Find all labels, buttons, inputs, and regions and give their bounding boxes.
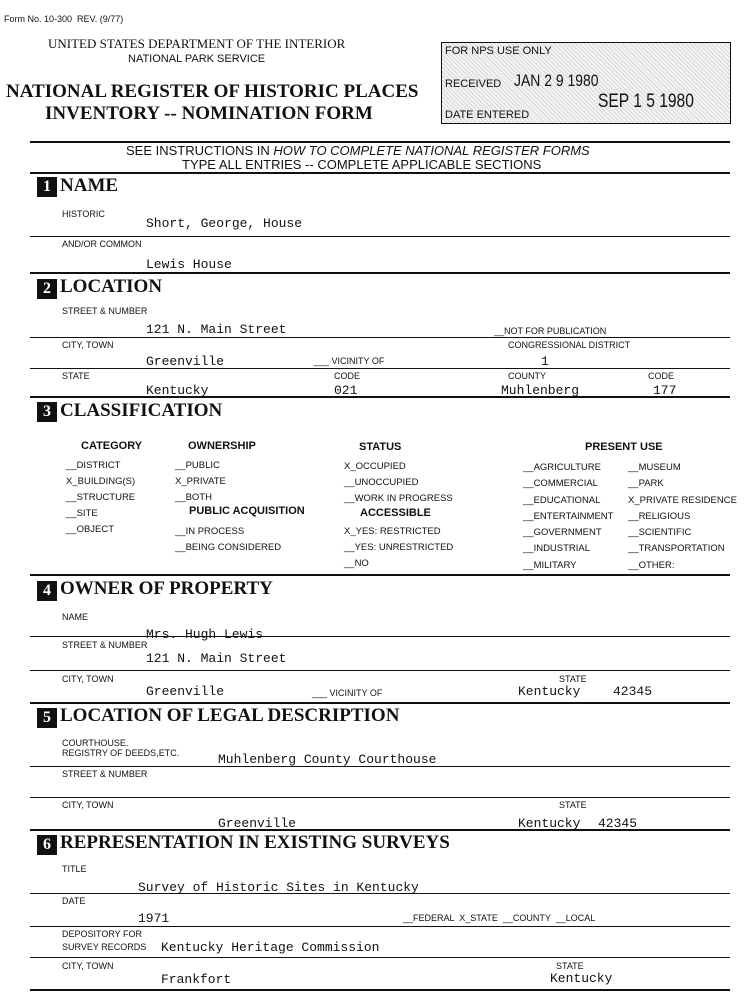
historic-name: Short, George, House — [146, 216, 303, 231]
option-private: X_PRIVATE — [175, 476, 226, 487]
vicinity: ___ VICINITY OF — [314, 356, 385, 366]
rule — [30, 829, 730, 831]
city-label: CITY, TOWN — [62, 340, 114, 350]
accessible-heading: ACCESSIBLE — [360, 507, 431, 519]
instructions-line1: SEE INSTRUCTIONS IN HOW TO COMPLETE NATIONAL REGISTER FORMS — [126, 143, 590, 158]
instructions-line2: TYPE ALL ENTRIES -- COMPLETE APPLICABLE SECTIONS — [182, 157, 542, 172]
owner-city: Greenville — [146, 684, 225, 699]
status-heading: STATUS — [359, 441, 402, 453]
option-public: __PUBLIC — [175, 460, 220, 471]
status-list — [344, 459, 453, 507]
rule — [30, 368, 730, 369]
rule — [30, 337, 730, 338]
code-label: CODE — [334, 371, 361, 381]
section-number: 1 — [37, 177, 57, 197]
state-label: STATE — [62, 371, 90, 381]
section-title: LOCATION OF LEGAL DESCRIPTION — [60, 705, 400, 726]
owner-street-label: STREET & NUMBER — [62, 640, 148, 650]
received-stamp: JAN 2 9 1980 — [514, 71, 599, 90]
street-value: 121 N. Main Street — [146, 322, 287, 337]
form-subtitle: INVENTORY -- NOMINATION FORM — [45, 103, 373, 124]
owner-name: Mrs. Hugh Lewis — [146, 627, 264, 642]
rule — [30, 766, 730, 767]
not-for-publication: __NOT FOR PUBLICATION — [494, 326, 607, 336]
city-value: Greenville — [146, 354, 225, 369]
rule — [30, 702, 730, 704]
option-structure: __STRUCTURE — [66, 492, 136, 503]
legal-street-label: STREET & NUMBER — [62, 769, 148, 779]
public-acquisition-heading: PUBLIC ACQUISITION — [189, 505, 305, 517]
option-commercial: __COMMERCIAL — [523, 478, 598, 490]
survey-title-label: TITLE — [62, 864, 87, 874]
option-in-process: __IN PROCESS — [175, 526, 245, 537]
acquisition-list — [175, 524, 281, 556]
section-title: CLASSIFICATION — [60, 400, 223, 421]
rule — [30, 636, 730, 637]
survey-date-label: DATE — [62, 896, 86, 906]
survey-state-label: STATE — [556, 961, 584, 971]
nps-label: FOR NPS USE ONLY — [445, 45, 552, 57]
option-entertainment: __ENTERTAINMENT — [523, 510, 614, 522]
rule — [30, 172, 730, 174]
legal-zip: 42345 — [598, 816, 638, 831]
common-name: Lewis House — [146, 257, 232, 272]
date-entered-label: DATE ENTERED — [445, 109, 530, 121]
survey-records-label: SURVEY RECORDS — [62, 942, 147, 952]
section-number: 2 — [37, 279, 57, 299]
option-park: __PARK — [628, 478, 664, 490]
received-label: RECEIVED — [445, 78, 502, 90]
service: NATIONAL PARK SERVICE — [128, 53, 266, 65]
survey-levels: __FEDERAL X_STATE __COUNTY __LOCAL — [403, 913, 596, 923]
county-code-value: 177 — [653, 383, 677, 398]
category-list — [66, 458, 135, 538]
section-number: 5 — [37, 708, 57, 728]
option-scientific: __SCIENTIFIC — [628, 527, 692, 539]
rule — [30, 272, 730, 274]
accessible-list — [344, 524, 453, 572]
nps-use-box — [441, 42, 731, 124]
option-other: __OTHER: — [628, 559, 675, 571]
survey-state: Kentucky — [550, 971, 613, 986]
owner-vicinity: ___ VICINITY OF — [312, 688, 383, 698]
congressional-label: CONGRESSIONAL DISTRICT — [508, 340, 631, 350]
registry-label: REGISTRY OF DEEDS,ETC. — [62, 748, 180, 758]
code-value: 021 — [334, 383, 358, 398]
option-occupied: X_OCCUPIED — [344, 461, 406, 472]
present-use-heading: PRESENT USE — [585, 441, 663, 453]
option-yes-restricted: X_YES: RESTRICTED — [344, 526, 441, 537]
rule — [30, 396, 730, 398]
form-number: Form No. 10-300 REV. (9/77) — [4, 14, 124, 24]
owner-city-label: CITY, TOWN — [62, 674, 114, 684]
legal-state: Kentucky — [518, 816, 581, 831]
owner-zip: 42345 — [613, 684, 653, 699]
option-being-considered: __BEING CONSIDERED — [175, 542, 282, 553]
section-number: 6 — [37, 835, 57, 855]
option-government: __GOVERNMENT — [523, 527, 602, 539]
depository-label: DEPOSITORY FOR — [62, 929, 143, 939]
courthouse-label: COURTHOUSE. — [62, 738, 129, 748]
option-military: __MILITARY — [523, 559, 577, 571]
option-educational: __EDUCATIONAL — [523, 494, 601, 506]
legal-city-label: CITY, TOWN — [62, 800, 114, 810]
owner-street: 121 N. Main Street — [146, 651, 287, 666]
owner-state: Kentucky — [518, 684, 581, 699]
present-use-list-1 — [523, 460, 613, 574]
option-no: __NO — [344, 558, 369, 569]
form-title: NATIONAL REGISTER OF HISTORIC PLACES — [6, 81, 419, 102]
option-both: __BOTH — [175, 492, 212, 503]
option-district: __DISTRICT — [66, 460, 121, 471]
option-work-in-progress: __WORK IN PROGRESS — [344, 493, 453, 504]
option-industrial: __INDUSTRIAL — [523, 543, 591, 555]
ownership-list — [175, 458, 226, 506]
state-value: Kentucky — [146, 383, 209, 398]
depository-value: Kentucky Heritage Commission — [161, 940, 380, 955]
county-code-label: CODE — [648, 371, 675, 381]
historic-label: HISTORIC — [62, 209, 105, 219]
ownership-heading: OWNERSHIP — [188, 440, 256, 452]
rule — [30, 236, 730, 237]
owner-state-label: STATE — [559, 674, 587, 684]
rule — [30, 926, 730, 927]
date-entered-stamp: SEP 1 5 1980 — [598, 91, 694, 112]
county-label: COUNTY — [508, 371, 546, 381]
section-title: REPRESENTATION IN EXISTING SURVEYS — [60, 832, 450, 853]
legal-city: Greenville — [218, 816, 297, 831]
legal-state-label: STATE — [559, 800, 587, 810]
rule — [30, 893, 730, 894]
category-heading: CATEGORY — [81, 440, 143, 452]
survey-date: 1971 — [138, 911, 170, 926]
option-private-residence: X_PRIVATE RESIDENCE — [628, 494, 737, 506]
section-title: NAME — [60, 175, 119, 196]
section-number: 3 — [37, 402, 57, 422]
section-title: OWNER OF PROPERTY — [60, 578, 273, 599]
department: UNITED STATES DEPARTMENT OF THE INTERIOR — [48, 36, 346, 51]
rule — [30, 670, 730, 671]
section-number: 4 — [37, 581, 57, 601]
survey-city-label: CITY, TOWN — [62, 961, 114, 971]
county-value: Muhlenberg — [501, 383, 580, 398]
option-transportation: __TRANSPORTATION — [628, 543, 725, 555]
option-object: __OBJECT — [66, 524, 115, 535]
option-buildings: X_BUILDING(S) — [66, 476, 136, 487]
owner-name-label: NAME — [62, 612, 89, 622]
section-title: LOCATION — [60, 276, 163, 297]
courthouse-value: Muhlenberg County Courthouse — [218, 752, 437, 767]
rule — [30, 989, 730, 991]
survey-title: Survey of Historic Sites in Kentucky — [138, 880, 419, 895]
congressional-value: 1 — [541, 354, 549, 369]
option-agriculture: __AGRICULTURE — [523, 462, 601, 473]
common-label: AND/OR COMMON — [62, 239, 142, 249]
survey-city: Frankfort — [161, 972, 232, 987]
rule — [30, 957, 730, 958]
option-museum: __MUSEUM — [628, 462, 681, 473]
option-site: __SITE — [66, 508, 98, 519]
option-religious: __RELIGIOUS — [628, 510, 691, 522]
rule — [30, 797, 730, 798]
option-yes-unrestricted: __YES: UNRESTRICTED — [344, 542, 454, 553]
rule — [30, 574, 730, 576]
option-unoccupied: __UNOCCUPIED — [344, 477, 419, 488]
street-label: STREET & NUMBER — [62, 306, 148, 316]
present-use-list-2 — [628, 460, 737, 574]
